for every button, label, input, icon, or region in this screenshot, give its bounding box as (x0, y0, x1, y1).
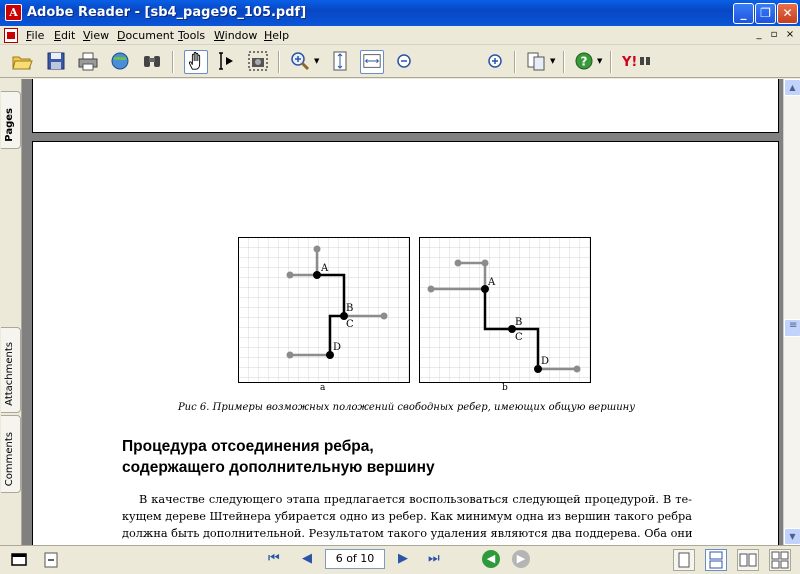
zoom-in-icon[interactable] (288, 50, 312, 74)
page-size-icon[interactable] (10, 551, 28, 569)
menu-tools-key: T (178, 29, 183, 42)
scroll-up-icon[interactable]: ▲ (784, 79, 800, 96)
tab-pages[interactable] (1, 91, 21, 149)
figure-b (419, 237, 591, 383)
menu-view-key: V (83, 29, 91, 42)
section-heading-line2: содержащего дополнительную вершину (122, 459, 435, 476)
tab-comments[interactable] (1, 415, 21, 493)
menu-view-rest: iew (90, 29, 110, 42)
tab-attachments-label: Attachments (4, 342, 15, 406)
figure-b-label-c: C (515, 332, 523, 343)
page-layout-dropdown-icon[interactable]: ▼ (550, 57, 556, 65)
vertical-scrollbar[interactable] (783, 79, 800, 545)
menu-edit[interactable] (54, 29, 75, 42)
pdf-page-current (32, 141, 779, 545)
yahoo-icon[interactable] (620, 50, 654, 74)
close-button[interactable]: ✕ (777, 3, 798, 24)
menu-help-rest: elp (272, 29, 290, 42)
menu-edit-key: E (54, 29, 61, 42)
title-bar (0, 0, 800, 26)
doc-minimize-button[interactable]: _ (756, 29, 762, 40)
previous-view-icon[interactable]: ◀ (482, 550, 500, 568)
facing-view-icon[interactable] (737, 549, 759, 571)
svg-text:?: ? (580, 54, 588, 69)
section-heading-line1: Процедура отсоединения ребра, (122, 438, 374, 455)
previous-page-icon[interactable]: ◀ (302, 551, 312, 566)
toolbar (0, 45, 800, 78)
single-page-view-icon[interactable] (673, 549, 695, 571)
continuous-facing-view-icon[interactable] (769, 549, 791, 571)
document-view[interactable] (22, 79, 783, 545)
menu-file-key: F (26, 29, 32, 42)
toolbar-separator (278, 51, 280, 73)
maximize-button[interactable]: ❐ (755, 3, 776, 24)
scroll-down-icon[interactable]: ▼ (784, 528, 800, 545)
doc-restore-button[interactable]: ▫ (770, 29, 778, 40)
menu-window-key: W (214, 29, 225, 42)
hand-icon[interactable] (184, 50, 208, 74)
tab-comments-label: Comments (4, 431, 15, 486)
toolbar-separator (172, 51, 174, 73)
figure-b-label-d: D (541, 356, 550, 367)
save-icon[interactable] (44, 50, 68, 74)
fit-page-icon[interactable] (328, 50, 352, 74)
zoom-plus-icon[interactable] (483, 50, 507, 74)
window-title: Adobe Reader - [sb4_page96_105.pdf] (27, 5, 307, 20)
document-options-icon[interactable] (42, 551, 60, 569)
select-text-icon[interactable] (214, 50, 238, 74)
tab-pages-label: Pages (4, 108, 15, 142)
page-number-input[interactable]: 6 of 10 (325, 549, 385, 569)
email-icon[interactable] (108, 50, 132, 74)
menu-tools-rest: ools (182, 29, 206, 42)
doc-close-button[interactable]: × (785, 29, 795, 40)
pdf-page-previous (32, 79, 779, 133)
menu-view[interactable] (83, 29, 109, 42)
search-icon[interactable] (140, 50, 164, 74)
menu-file-rest: ile (31, 29, 45, 42)
last-page-icon[interactable]: ⏭ (428, 551, 440, 566)
toolbar-separator (610, 51, 612, 73)
figure-b-sublabel: b (502, 383, 508, 393)
snapshot-icon[interactable] (246, 50, 270, 74)
zoom-tool-dropdown-icon[interactable]: ▼ (314, 57, 320, 65)
continuous-view-icon[interactable] (705, 549, 727, 571)
paragraph-line-1: В качестве следующего этапа предлагается воспользоваться следующей процедурой. В те- (139, 493, 692, 506)
first-page-icon[interactable]: ⏮ (268, 551, 280, 566)
figure-caption: Рис 6. Примеры возможных положений свободных ребер, имеющих общую вершину (177, 402, 636, 413)
scrollbar-thumb[interactable] (784, 319, 800, 337)
open-icon[interactable] (10, 50, 34, 74)
fit-width-icon[interactable] (360, 50, 384, 74)
menu-document-key: D (117, 29, 126, 42)
menu-document-rest: ocument (125, 29, 175, 42)
minimize-button[interactable]: _ (733, 3, 754, 24)
menu-bar (0, 26, 800, 45)
print-icon[interactable] (76, 50, 100, 74)
document-icon[interactable] (4, 28, 18, 43)
figure-a-sublabel: a (320, 383, 326, 393)
figure-a-label-b: B (346, 303, 354, 314)
svg-text:Y!: Y! (622, 55, 638, 70)
tab-attachments[interactable] (1, 327, 21, 413)
adobe-reader-icon: A (5, 4, 22, 21)
menu-help[interactable] (264, 29, 289, 42)
menu-tools[interactable] (178, 29, 205, 42)
toolbar-separator (514, 51, 516, 73)
toolbar-separator (563, 51, 565, 73)
menu-edit-rest: dit (60, 29, 76, 42)
help-icon[interactable] (572, 50, 596, 74)
paragraph-line-3: должна быть дополнительной. Результатом такого удаления являются два поддерева. Оба они (122, 527, 693, 540)
figure-a-label-d: D (333, 342, 342, 353)
status-bar (0, 545, 800, 574)
page-layout-icon[interactable] (524, 50, 548, 74)
figure-b-label-b: B (515, 317, 523, 328)
navigation-pane (0, 79, 22, 545)
menu-window-rest: indow (224, 29, 258, 42)
figure-a-label-c: C (346, 319, 354, 330)
menu-help-key: H (264, 29, 273, 42)
menu-window[interactable] (214, 29, 257, 42)
next-page-icon[interactable]: ▶ (398, 551, 408, 566)
zoom-out-minus-icon[interactable] (392, 50, 416, 74)
figure-a (238, 237, 410, 383)
figure-a-label-a: A (321, 263, 329, 274)
paragraph-line-2: кущем дереве Штейнера убирается одно из ребер. Как минимум одна из вершин такого ребра (122, 510, 692, 523)
menu-document[interactable] (117, 29, 174, 42)
next-view-icon[interactable]: ▶ (512, 550, 530, 568)
menu-file[interactable] (26, 29, 44, 42)
help-dropdown-icon[interactable]: ▼ (597, 57, 603, 65)
figure-b-label-a: A (488, 277, 496, 288)
